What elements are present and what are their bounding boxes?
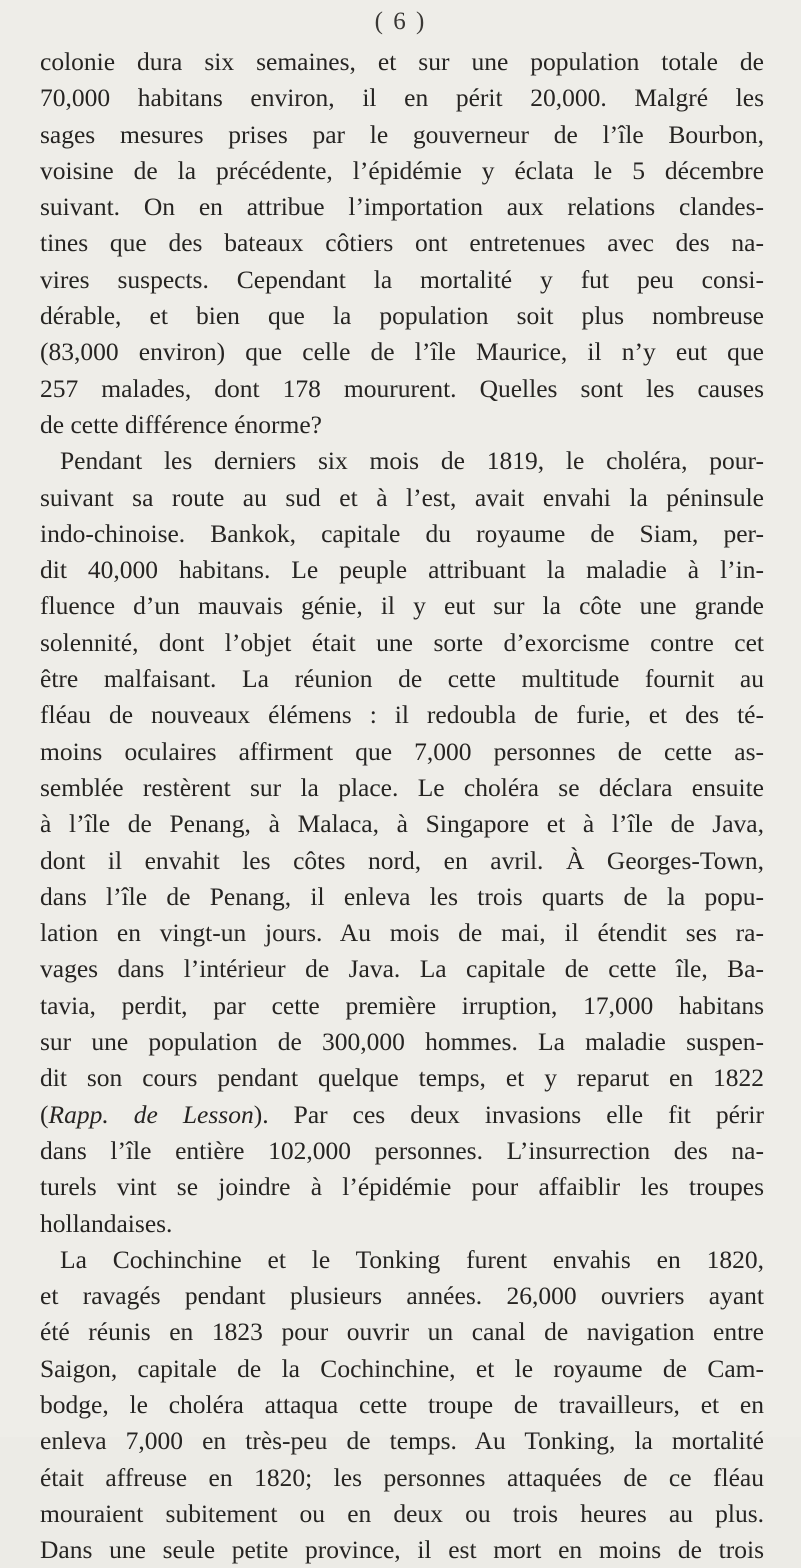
- text-line: et ravagés pendant plusieurs années. 26,000 ouvriers ayant: [40, 1281, 764, 1311]
- paragraph-start-line: La Cochinchine et le Tonking furent envahis en 1820,: [60, 1244, 764, 1274]
- paragraph-end-line: de cette différence énorme?: [40, 409, 322, 439]
- citation-close: ). Par ces deux invasions elle fit périr: [253, 1099, 764, 1129]
- text-line-with-citation: [40, 1097, 764, 1133]
- text-line: vires suspects. Cependant la mortalité y fut peu consi-: [40, 264, 764, 294]
- text-line: voisine de la précédente, l’épidémie y éclata le 5 décembre: [40, 155, 764, 185]
- text-line: lation en vingt-un jours. Au mois de mai, il étendit ses ra-: [40, 918, 764, 948]
- text-line: bodge, le choléra attaqua cette troupe de travailleurs, et en: [40, 1389, 764, 1419]
- text-line: 257 malades, dont 178 moururent. Quelles sont les causes: [40, 373, 764, 403]
- text-line: dans l’île entière 102,000 personnes. L’insurrection des na-: [40, 1135, 764, 1165]
- text-line: fluence d’un mauvais génie, il y eut sur la côte une grande: [40, 591, 764, 621]
- text-line: turels vint se joindre à l’épidémie pour affaiblir les troupes: [40, 1172, 764, 1202]
- text-line: suivant. On en attribue l’importation aux relations clandes-: [40, 192, 764, 222]
- text-line: dans l’île de Penang, il enleva les trois quarts de la popu-: [40, 881, 764, 911]
- text-line: fléau de nouveaux élémens : il redoubla de furie, et des té-: [40, 700, 764, 730]
- body-text: [40, 44, 764, 1568]
- citation-reference: Rapp. de Lesson: [48, 1099, 254, 1129]
- text-line: (83,000 environ) que celle de l’île Maurice, il n’y eut que: [40, 337, 764, 367]
- text-line: être malfaisant. La réunion de cette multitude fournit au: [40, 664, 764, 694]
- text-line: était affreuse en 1820; les personnes attaquées de ce fléau: [40, 1462, 764, 1492]
- text-line: dérable, et bien que la population soit plus nombreuse: [40, 301, 764, 331]
- text-line: 70,000 habitans environ, il en périt 20,000. Malgré les: [40, 83, 764, 113]
- text-line: tines que des bateaux côtiers ont entretenues avec des na-: [40, 228, 764, 258]
- text-line: Saigon, capitale de la Cochinchine, et le royaume de Cam-: [40, 1353, 764, 1383]
- text-line: suivant sa route au sud et à l’est, avait envahi la péninsule: [40, 482, 764, 512]
- text-line: mouraient subitement ou en deux ou trois heures au plus.: [40, 1498, 764, 1528]
- text-line: sur une population de 300,000 hommes. La maladie suspen-: [40, 1027, 764, 1057]
- text-line: colonie dura six semaines, et sur une population totale de: [40, 47, 764, 76]
- page-number: ( 6 ): [374, 8, 427, 35]
- text-line: solennité, dont l’objet était une sorte d’exorcisme contre cet: [40, 627, 764, 657]
- text-line: moins oculaires affirment que 7,000 personnes de cette as-: [40, 736, 764, 766]
- text-line: dont il envahit les côtes nord, en avril. À Georges-Town,: [40, 845, 764, 875]
- text-line: dit 40,000 habitans. Le peuple attribuant la maladie à l’in-: [40, 555, 764, 585]
- text-line: sages mesures prises par le gouverneur de l’île Bourbon,: [40, 119, 764, 149]
- text-line: indo-chinoise. Bankok, capitale du royaume de Siam, per-: [40, 518, 764, 548]
- citation-open: (: [40, 1099, 49, 1129]
- paragraph-start-line: Pendant les derniers six mois de 1819, le choléra, pour-: [60, 446, 764, 476]
- paragraph-end-line: hollandaises.: [40, 1208, 173, 1238]
- text-line: vages dans l’intérieur de Java. La capitale de cette île, Ba-: [40, 954, 764, 984]
- text-line: à l’île de Penang, à Malaca, à Singapore et à l’île de Java,: [40, 809, 764, 839]
- text-line: Dans une seule petite province, il est mort en moins de trois: [40, 1535, 764, 1565]
- text-line: enleva 7,000 en très-peu de temps. Au Tonking, la mortalité: [40, 1426, 764, 1456]
- text-line: dit son cours pendant quelque temps, et y reparut en 1822: [40, 1063, 764, 1093]
- text-line: été réunis en 1823 pour ouvrir un canal de navigation entre: [40, 1317, 764, 1347]
- text-line: semblée restèrent sur la place. Le choléra se déclara ensuite: [40, 772, 764, 802]
- text-line: tavia, perdit, par cette première irruption, 17,000 habitans: [40, 990, 764, 1020]
